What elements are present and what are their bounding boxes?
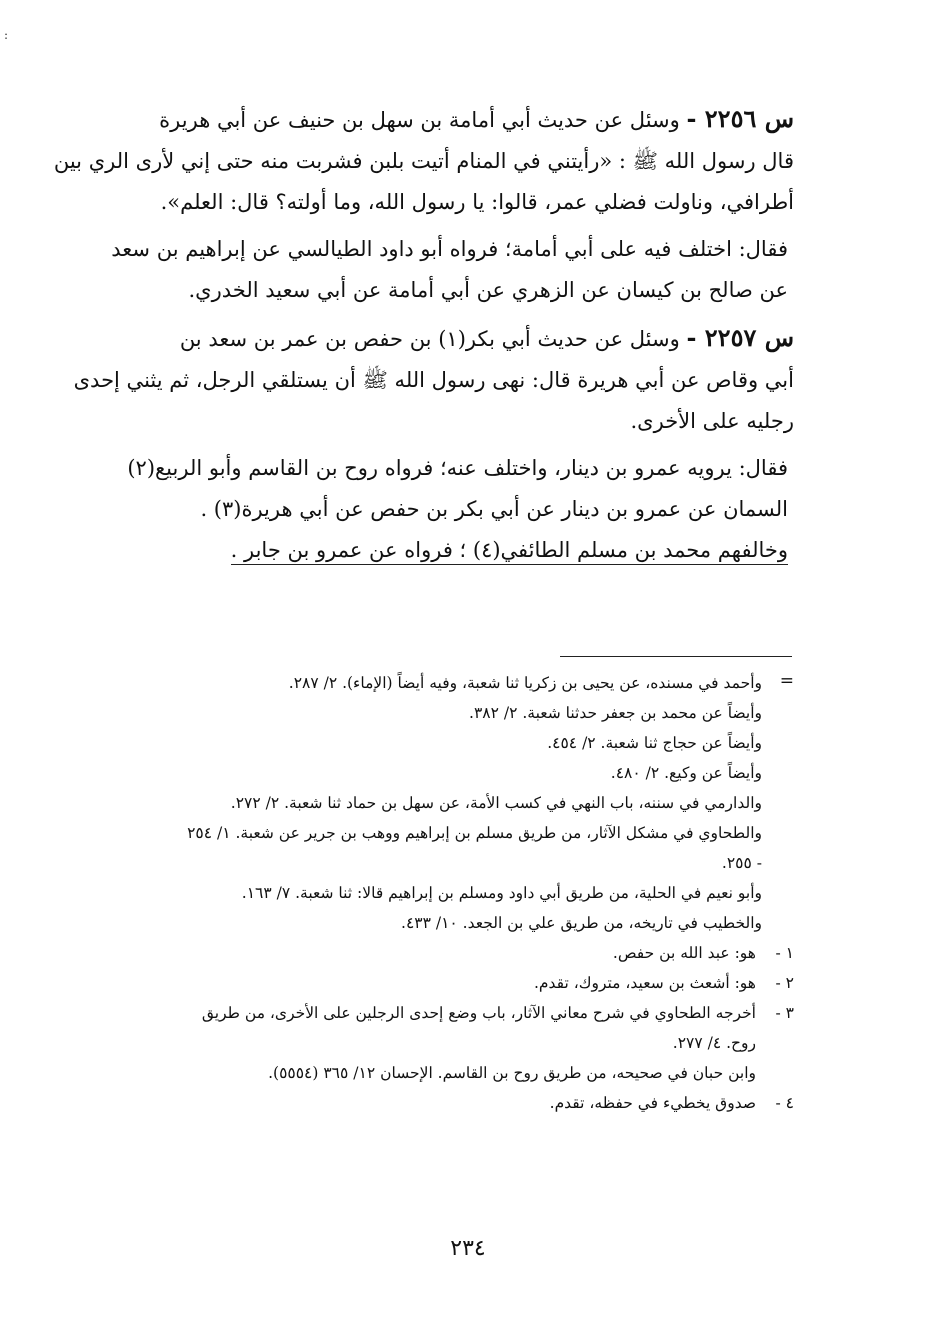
- text-line: السمان عن عمرو بن دينار عن أبي بكر بن حفص عن أبي هريرة(٣) .: [200, 497, 788, 521]
- footnote-number: ٤ -: [775, 1094, 794, 1112]
- question-2257: [73, 317, 794, 442]
- text-line: عن صالح بن كيسان عن الزهري عن أبي أمامة عن أبي سعيد الخدري.: [188, 278, 788, 302]
- continuation-marker: =: [779, 671, 794, 691]
- text-line: فقال: يرويه عمرو بن دينار، واختلف عنه؛ فرواه روح بن القاسم وأبو الربيع(٢): [127, 456, 788, 480]
- footnote-continuation: [82, 668, 794, 698]
- footnote-divider: [560, 656, 792, 657]
- footnote-1: [82, 938, 794, 968]
- footnote-line: وأحمد في مسنده، عن يحيى بن زكريا ثنا شعبة، وفيه أيضاً (الإماء). ٢/ ٢٨٧.: [288, 674, 762, 692]
- footnote-number: ٢ -: [775, 974, 794, 992]
- answer-2256: [82, 229, 794, 311]
- footnote-line: روح. ٤/ ٢٧٧.: [672, 1034, 756, 1052]
- footnote-line: - ٢٥٥.: [721, 854, 762, 872]
- corner-mark: :: [4, 28, 9, 42]
- footnote-line: والخطيب في تاريخه، من طريق علي بن الجعد. ١٠/ ٤٣٣.: [401, 914, 762, 932]
- footnote-line: والدارمي في سننه، باب النهي في كسب الأمة، عن سهل بن حماد ثنا شعبة. ٢/ ٢٧٢.: [230, 794, 762, 812]
- answer-2257: [82, 448, 794, 571]
- text-line: وسئل عن حديث أبي أمامة بن سهل بن حنيف عن أبي هريرة: [159, 108, 680, 132]
- page-number: ٢٣٤: [450, 1236, 486, 1261]
- text-line: وخالفهم محمد بن مسلم الطائفي(٤) ؛ فرواه عن عمرو بن جابر .: [231, 538, 788, 565]
- footnote-line: وابن حبان في صحيحه، من طريق روح بن القاسم. الإحسان ١٢/ ٣٦٥ (٥٥٥٤).: [268, 1064, 756, 1082]
- footnote-line: وأيضاً عن محمد بن جعفر حدثنا شعبة. ٢/ ٣٨٢.: [469, 704, 762, 722]
- footnote-line: هو: عبد الله بن حفص.: [612, 944, 756, 962]
- question-2256: [53, 98, 794, 223]
- footnote-line: وأيضاً عن حجاج ثنا شعبة. ٢/ ٤٥٤.: [547, 734, 762, 752]
- text-line: قال رسول الله ﷺ : «رأيتني في المنام أتيت بلبن فشربت منه حتى إني لأرى الري بين: [53, 149, 794, 173]
- footnote-number: ١ -: [775, 944, 794, 962]
- footnote-number: ٣ -: [775, 1004, 794, 1022]
- text-line: رجليه على الأخرى.: [630, 409, 794, 433]
- footnote-line: وأيضاً عن وكيع. ٢/ ٤٨٠.: [610, 764, 762, 782]
- footnote-line: وأبو نعيم في الحلية، من طريق أبي داود ومسلم بن إبراهيم قالا: ثنا شعبة. ٧/ ١٦٣.: [241, 884, 762, 902]
- main-text: [53, 98, 794, 577]
- footnote-3: [82, 998, 794, 1088]
- text-line: أبي وقاص عن أبي هريرة قال: نهى رسول الله ﷺ أن يستلقي الرجل، ثم يثني إحدى: [73, 368, 794, 392]
- footnote-line: والطحاوي في مشكل الآثار، من طريق مسلم بن إبراهيم ووهب بن جرير عن شعبة. ١/ ٢٥٤: [187, 824, 762, 842]
- text-line: فقال: اختلف فيه على أبي أمامة؛ فرواه أبو داود الطيالسي عن إبراهيم بن سعد: [111, 237, 788, 261]
- footnote-line: صدوق يخطيء في حفظه، تقدم.: [549, 1094, 756, 1112]
- text-line: أطرافي، وناولت فضلي عمر، قالوا: يا رسول الله، وما أولته؟ قال: العلم».: [160, 190, 794, 214]
- question-number-2257: س ٢٢٥٧ -: [686, 323, 794, 352]
- footnote-4: [82, 1088, 794, 1118]
- footnote-2: [82, 968, 794, 998]
- footnote-line: هو: أشعث بن سعيد، متروك، تقدم.: [533, 974, 756, 992]
- question-number-2256: س ٢٢٥٦ -: [686, 104, 794, 133]
- text-line: وسئل عن حديث أبي بكر(١) بن حفص بن عمر بن سعد بن: [179, 327, 680, 351]
- footnotes: [82, 668, 794, 1118]
- footnote-line: أخرجه الطحاوي في شرح معاني الآثار، باب وضع إحدى الرجلين على الأخرى، من طريق: [201, 1004, 756, 1022]
